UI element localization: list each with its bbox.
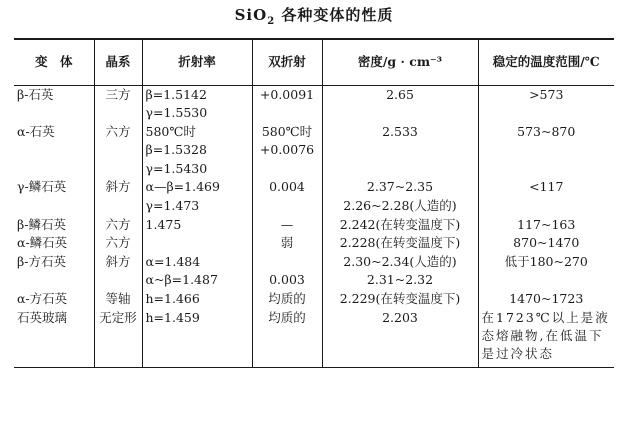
cell-crystal-system: 六方 — [94, 234, 142, 253]
cell-density: 2.31~2.32 — [322, 271, 478, 290]
cell-refractive-index: h=1.459 — [142, 309, 252, 368]
cell-temperature — [478, 160, 614, 179]
cell-birefringence — [252, 253, 322, 272]
cell-birefringence — [252, 197, 322, 216]
cell-temperature — [478, 141, 614, 160]
cell-density: 2.242(在转变温度下) — [322, 216, 478, 235]
table-row — [14, 271, 614, 290]
cell-crystal-system: 三方 — [94, 85, 142, 104]
cell-refractive-index: γ=1.473 — [142, 197, 252, 216]
cell-temperature: <117 — [478, 178, 614, 197]
cell-refractive-index: α=1.484 — [142, 253, 252, 272]
table-row — [14, 160, 614, 179]
cell-variant — [14, 197, 94, 216]
cell-temperature: 在1723℃以上是液态熔融物,在低温下是过冷状态 — [478, 309, 614, 368]
cell-temperature: 低于180~270 — [478, 253, 614, 272]
cell-variant — [14, 104, 94, 123]
cell-density: 2.26~2.28(人造的) — [322, 197, 478, 216]
table-row — [14, 234, 614, 253]
cell-density: 2.533 — [322, 123, 478, 142]
cell-variant: γ-鳞石英 — [17, 179, 67, 195]
cell-density — [322, 104, 478, 123]
cell-refractive-index: h=1.466 — [142, 290, 252, 309]
table-row — [14, 123, 614, 142]
cell-crystal-system — [94, 160, 142, 179]
cell-temperature — [478, 104, 614, 123]
cell-crystal-system — [94, 271, 142, 290]
cell-refractive-index: α~β=1.487 — [142, 271, 252, 290]
cell-variant: β-鳞石英 — [17, 216, 66, 232]
header-variant: 变 体 — [14, 39, 94, 85]
cell-birefringence: 弱 — [252, 234, 322, 253]
table-row — [14, 216, 614, 235]
cell-density: 2.30~2.34(人造的) — [322, 253, 478, 272]
table-row — [14, 197, 614, 216]
title-subscript: 2 — [267, 16, 276, 27]
table-row — [14, 309, 614, 368]
table-row — [14, 290, 614, 309]
cell-birefringence: 均质的 — [252, 309, 322, 368]
cell-crystal-system: 斜方 — [94, 178, 142, 197]
header-birefringence: 双折射 — [252, 39, 322, 85]
cell-refractive-index: β=1.5142 — [142, 85, 252, 104]
cell-birefringence: 580℃时 — [252, 123, 322, 142]
header-density: 密度/g · cm⁻³ — [322, 39, 478, 85]
cell-temperature — [478, 197, 614, 216]
cell-variant — [14, 271, 94, 290]
cell-density: 2.65 — [322, 85, 478, 104]
cell-crystal-system — [94, 197, 142, 216]
cell-variant — [14, 141, 94, 160]
cell-crystal-system: 六方 — [94, 123, 142, 142]
cell-variant — [14, 160, 94, 179]
cell-variant: α-石英 — [17, 123, 55, 139]
cell-refractive-index: α—β=1.469 — [142, 178, 252, 197]
header-refractive-index: 折射率 — [142, 39, 252, 85]
properties-table — [14, 38, 614, 368]
header-crystal-system: 晶系 — [94, 39, 142, 85]
cell-density: 2.37~2.35 — [322, 178, 478, 197]
cell-refractive-index: β=1.5328 — [142, 141, 252, 160]
cell-crystal-system — [94, 141, 142, 160]
cell-temperature: >573 — [478, 85, 614, 104]
cell-crystal-system: 无定形 — [94, 309, 142, 368]
table-row — [14, 178, 614, 197]
cell-birefringence: 0.004 — [252, 178, 322, 197]
cell-density — [322, 141, 478, 160]
title-rest: 各种变体的性质 — [275, 6, 394, 24]
cell-crystal-system: 等轴 — [94, 290, 142, 309]
table-row — [14, 104, 614, 123]
cell-variant: α-方石英 — [17, 291, 68, 307]
cell-refractive-index: 580℃时 — [142, 123, 252, 142]
cell-crystal-system: 斜方 — [94, 253, 142, 272]
cell-birefringence — [252, 104, 322, 123]
table-row — [14, 253, 614, 272]
table-row — [14, 141, 614, 160]
cell-temperature: 117~163 — [478, 216, 614, 235]
cell-birefringence: +0.0091 — [252, 85, 322, 104]
cell-variant: β-方石英 — [17, 253, 66, 269]
cell-temperature: 1470~1723 — [478, 290, 614, 309]
cell-density: 2.228(在转变温度下) — [322, 234, 478, 253]
cell-density — [322, 160, 478, 179]
cell-refractive-index: γ=1.5430 — [142, 160, 252, 179]
cell-density: 2.203 — [322, 309, 478, 368]
header-stable-temperature: 稳定的温度范围/℃ — [478, 39, 614, 85]
header-row — [14, 39, 614, 85]
cell-crystal-system — [94, 104, 142, 123]
cell-density: 2.229(在转变温度下) — [322, 290, 478, 309]
cell-birefringence: +0.0076 — [252, 141, 322, 160]
table-title — [0, 4, 628, 27]
cell-refractive-index — [142, 234, 252, 253]
cell-refractive-index: 1.475 — [142, 216, 252, 235]
cell-birefringence: — — [252, 216, 322, 235]
title-main: SiO — [234, 6, 268, 24]
cell-crystal-system: 六方 — [94, 216, 142, 235]
cell-variant: β-石英 — [17, 86, 54, 102]
cell-temperature: 870~1470 — [478, 234, 614, 253]
table-row — [14, 85, 614, 104]
cell-variant: 石英玻璃 — [14, 309, 94, 368]
cell-temperature: 573~870 — [478, 123, 614, 142]
cell-variant: α-鳞石英 — [17, 235, 68, 251]
cell-birefringence: 均质的 — [252, 290, 322, 309]
cell-temperature — [478, 271, 614, 290]
cell-birefringence: 0.003 — [252, 271, 322, 290]
cell-birefringence — [252, 160, 322, 179]
cell-refractive-index: γ=1.5530 — [142, 104, 252, 123]
